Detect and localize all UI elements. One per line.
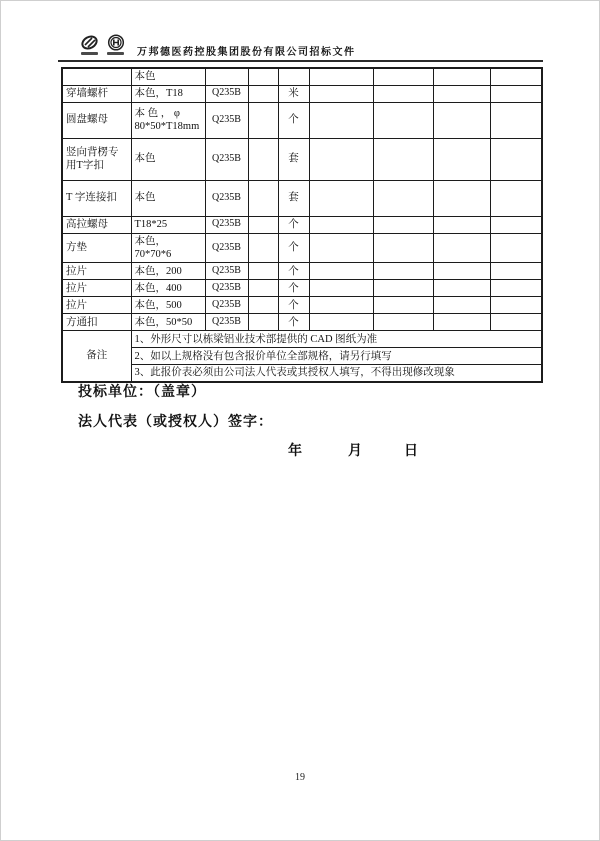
empty-cell: [309, 180, 373, 216]
document-title: 万邦德医药控股集团股份有限公司招标文件: [137, 47, 356, 58]
empty-cell: [248, 314, 278, 331]
legal-representative-signature-line: 法人代表（或授权人）签字：: [78, 415, 273, 430]
date-day-label: 日: [404, 444, 418, 459]
table-row: [62, 138, 542, 180]
material-cell: Q235B: [205, 138, 248, 180]
empty-cell: [433, 280, 490, 297]
unit-cell: 个: [278, 263, 309, 280]
item-name-cell: 拉片: [62, 263, 131, 280]
empty-cell: [309, 233, 373, 263]
material-cell: Q235B: [205, 297, 248, 314]
empty-cell: [433, 216, 490, 233]
empty-cell: [490, 180, 542, 216]
material-cell: Q235B: [205, 233, 248, 263]
empty-cell: [248, 102, 278, 138]
table-row: [62, 180, 542, 216]
empty-cell: [373, 180, 433, 216]
item-desc-cell: 本色，400: [131, 280, 205, 297]
empty-cell: [248, 216, 278, 233]
unit-cell: 个: [278, 280, 309, 297]
empty-cell: [248, 68, 278, 85]
empty-cell: [490, 297, 542, 314]
material-cell: [205, 68, 248, 85]
empty-cell: [433, 180, 490, 216]
empty-cell: [373, 314, 433, 331]
item-name-cell: 拉片: [62, 280, 131, 297]
empty-cell: [433, 85, 490, 102]
note-line: 3、此报价表必须由公司法人代表或其授权人填写，不得出现修改现象: [131, 365, 542, 382]
notes-row: [62, 331, 542, 348]
empty-cell: [309, 102, 373, 138]
empty-cell: [248, 297, 278, 314]
item-name-cell: [62, 68, 131, 85]
notes-label-cell: 备注: [62, 331, 131, 382]
empty-cell: [433, 263, 490, 280]
page-number: 19: [295, 772, 305, 783]
item-name-cell: 穿墙螺杆: [62, 85, 131, 102]
empty-cell: [373, 216, 433, 233]
item-desc-cell: 本色，200: [131, 263, 205, 280]
item-name-cell: 方垫: [62, 233, 131, 263]
date-year-label: 年: [288, 444, 302, 459]
empty-cell: [490, 216, 542, 233]
empty-cell: [433, 138, 490, 180]
unit-cell: 个: [278, 297, 309, 314]
h-ring-logo-icon: [106, 34, 125, 56]
table-row: [62, 85, 542, 102]
empty-cell: [490, 102, 542, 138]
logo-caption-bar: [107, 52, 124, 55]
empty-cell: [433, 297, 490, 314]
material-cell: Q235B: [205, 263, 248, 280]
table-row: [62, 263, 542, 280]
unit-cell: 个: [278, 314, 309, 331]
unit-cell: 套: [278, 138, 309, 180]
empty-cell: [490, 85, 542, 102]
empty-cell: [309, 297, 373, 314]
empty-cell: [248, 180, 278, 216]
empty-cell: [373, 68, 433, 85]
item-desc-cell: 本色: [131, 180, 205, 216]
item-name-cell: 方通扣: [62, 314, 131, 331]
empty-cell: [309, 314, 373, 331]
empty-cell: [373, 263, 433, 280]
table-row: [62, 216, 542, 233]
material-cell: Q235B: [205, 102, 248, 138]
empty-cell: [433, 233, 490, 263]
note-line: 2、如以上规格没有包含报价单位全部规格，请另行填写: [131, 348, 542, 365]
item-name-cell: 圆盘螺母: [62, 102, 131, 138]
empty-cell: [433, 102, 490, 138]
unit-cell: 个: [278, 233, 309, 263]
notes-row: [62, 365, 542, 382]
empty-cell: [433, 68, 490, 85]
item-desc-cell: 本色: [131, 68, 205, 85]
price-table: [61, 67, 543, 383]
empty-cell: [309, 138, 373, 180]
material-cell: Q235B: [205, 216, 248, 233]
item-name-cell: 拉片: [62, 297, 131, 314]
material-cell: Q235B: [205, 85, 248, 102]
empty-cell: [309, 280, 373, 297]
empty-cell: [490, 233, 542, 263]
item-name-cell: 高拉螺母: [62, 216, 131, 233]
empty-cell: [248, 233, 278, 263]
item-desc-cell: 本色，500: [131, 297, 205, 314]
empty-cell: [248, 280, 278, 297]
logo-caption-bar: [81, 52, 98, 55]
empty-cell: [433, 314, 490, 331]
empty-cell: [309, 263, 373, 280]
empty-cell: [490, 280, 542, 297]
table-row: [62, 314, 542, 331]
table-row: [62, 280, 542, 297]
notes-row: [62, 348, 542, 365]
empty-cell: [373, 138, 433, 180]
date-month-label: 月: [348, 444, 362, 459]
empty-cell: [373, 280, 433, 297]
empty-cell: [248, 138, 278, 180]
empty-cell: [309, 68, 373, 85]
empty-cell: [309, 85, 373, 102]
unit-cell: 个: [278, 102, 309, 138]
empty-cell: [490, 68, 542, 85]
item-name-cell: T 字连接扣: [62, 180, 131, 216]
empty-cell: [373, 297, 433, 314]
empty-cell: [373, 85, 433, 102]
item-name-cell: 竖向背楞专用T字扣: [62, 138, 131, 180]
note-line: 1、外形尺寸以栋梁铝业技术部提供的 CAD 图纸为准: [131, 331, 542, 348]
unit-cell: [278, 68, 309, 85]
unit-cell: 套: [278, 180, 309, 216]
empty-cell: [490, 263, 542, 280]
date-line: [0, 440, 600, 458]
item-desc-cell: 本色，70*70*6: [131, 233, 205, 263]
page-header: [58, 32, 543, 62]
unit-cell: 米: [278, 85, 309, 102]
table-row: [62, 68, 542, 85]
empty-cell: [309, 216, 373, 233]
empty-cell: [373, 233, 433, 263]
wepon-oval-logo-icon: [80, 34, 99, 56]
table-row: [62, 102, 542, 138]
material-cell: Q235B: [205, 314, 248, 331]
material-cell: Q235B: [205, 180, 248, 216]
company-logos: [80, 34, 125, 56]
unit-cell: 个: [278, 216, 309, 233]
item-desc-cell: 本色，T18: [131, 85, 205, 102]
empty-cell: [248, 263, 278, 280]
empty-cell: [490, 138, 542, 180]
empty-cell: [248, 85, 278, 102]
material-cell: Q235B: [205, 280, 248, 297]
bidder-seal-line: 投标单位：（盖章）: [78, 385, 206, 400]
table-row: [62, 297, 542, 314]
empty-cell: [490, 314, 542, 331]
item-desc-cell: T18*25: [131, 216, 205, 233]
table-row: [62, 233, 542, 263]
item-desc-cell: 本 色 ， φ 80*50*T18mm: [131, 102, 205, 138]
item-desc-cell: 本色，50*50: [131, 314, 205, 331]
empty-cell: [373, 102, 433, 138]
item-desc-cell: 本色: [131, 138, 205, 180]
